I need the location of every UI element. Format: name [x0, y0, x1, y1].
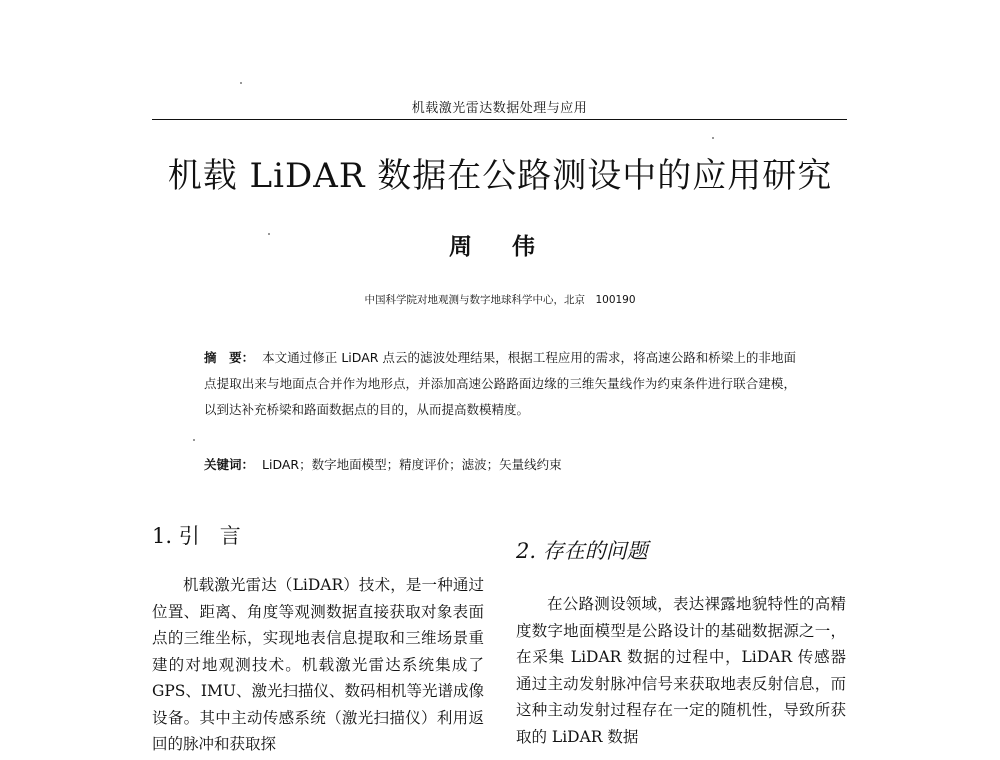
running-head: 机载激光雷达数据处理与应用: [411, 101, 588, 116]
section-1-paragraph: 机载激光雷达（LiDAR）技术，是一种通过位置、距离、角度等观测数据直接获取对象表面点的三维坐标，实现地表信息提取和三维场景重建的对地观测技术。机载激光雷达系统集成了 GPS、IMU、激光扫描仪、数码相机等光谱成像设备。其中主动传感系统（激光扫描仪）利用返回的脉冲和获取探: [152, 576, 484, 753]
section-title-part: 言: [219, 524, 241, 548]
author-name: 周 伟: [448, 234, 551, 260]
keywords-block: [204, 452, 796, 478]
section-2-paragraph: 在公路测设领域，表达裸露地貌特性的高精度数字地面模型是公路设计的基础数据源之一，在采集 LiDAR 数据的过程中，LiDAR 传感器通过主动发射脉冲信号来获取地表反射信息，而这种主动发射过程存在一定的随机性，导致所获取的 LiDAR 数据: [516, 595, 846, 746]
paper-title: 机载 LiDAR 数据在公路测设中的应用研究: [167, 156, 833, 196]
section-number: 1.: [152, 524, 173, 548]
scan-speck: [240, 82, 242, 84]
abstract-label: 摘 要：: [204, 350, 255, 365]
author-affiliation: 中国科学院对地观测与数字地球科学中心，北京 100190: [364, 294, 636, 306]
scan-speck: [712, 137, 714, 139]
scan-speck: [193, 439, 195, 441]
section-number: 2.: [516, 539, 537, 563]
abstract-block: [204, 345, 796, 423]
keywords-text: LiDAR；数字地面模型；精度评价；滤波；矢量线约束: [262, 457, 562, 472]
left-column: [152, 572, 484, 758]
scan-speck: [268, 233, 270, 235]
abstract-text: 本文通过修正 LiDAR 点云的滤波处理结果，根据工程应用的需求，将高速公路和桥梁上的非地面点提取出来与地面点合并作为地形点，并添加高速公路路面边缘的三维矢量线作为约束条件进行联合建模，以到达补充桥梁和路面数据点的目的，从而提高数模精度。: [204, 350, 796, 417]
header-rule: [152, 119, 847, 120]
keywords-label: 关键词：: [204, 457, 255, 472]
section-heading-problems: [516, 535, 648, 565]
section-title: 存在的问题: [542, 539, 648, 563]
right-column: [516, 591, 846, 750]
section-title-part: 引: [178, 524, 200, 548]
section-heading-introduction: [152, 520, 241, 550]
